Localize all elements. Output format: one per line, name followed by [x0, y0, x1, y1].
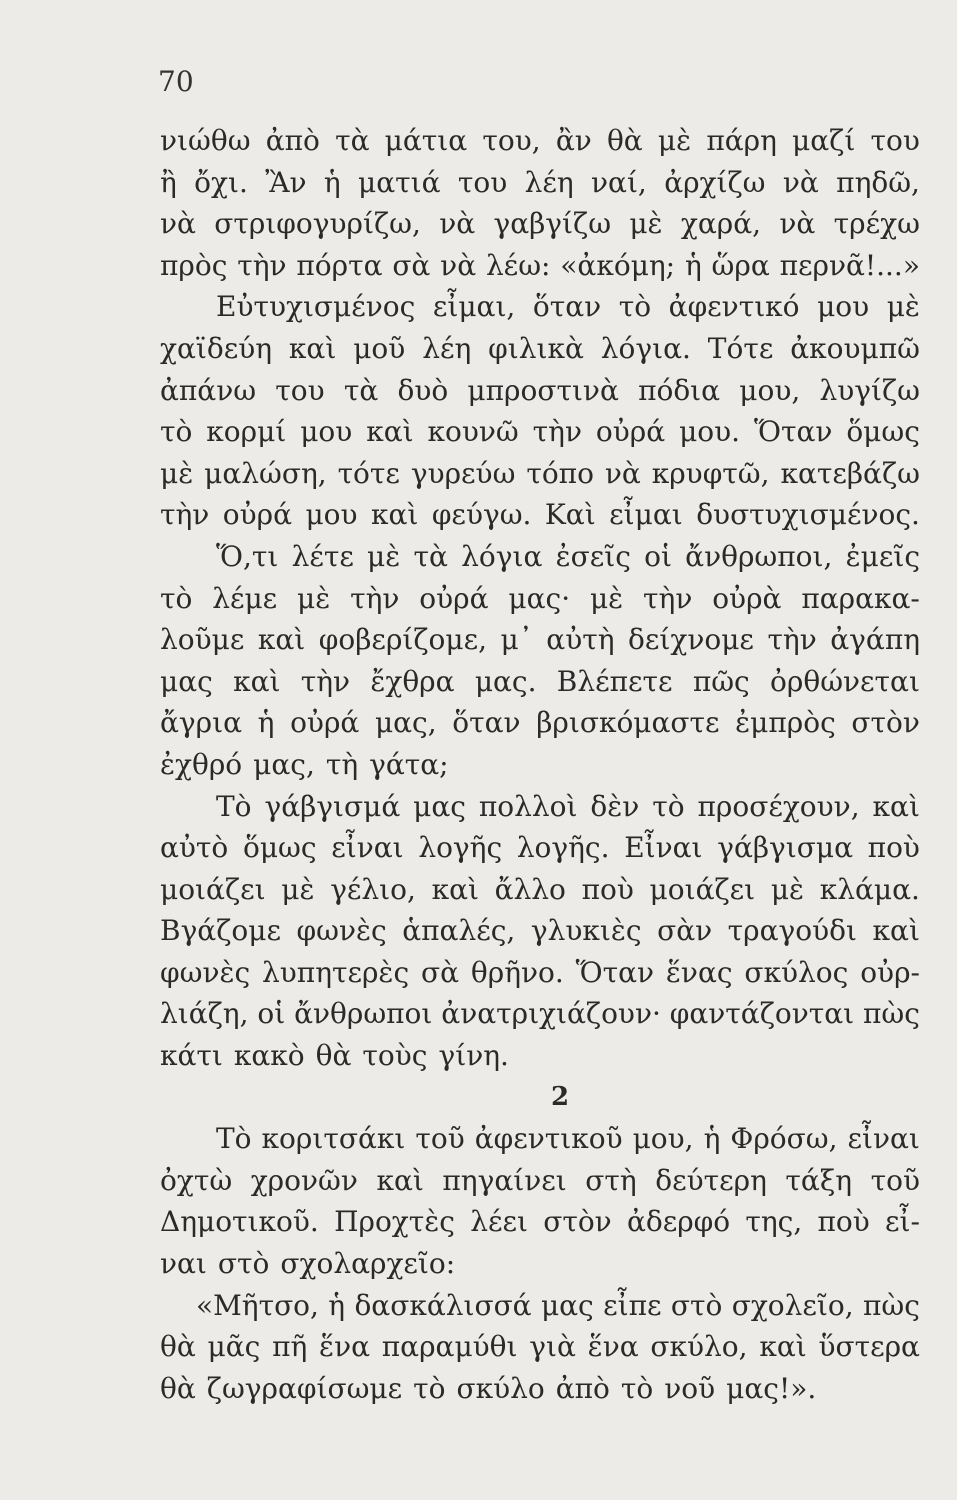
text-line: «Μῆτσο, ἡ δασκάλισσά μας εἶπε στὸ σχολεῖο, πὼς [196, 1288, 920, 1322]
section-number: 2 [550, 1081, 570, 1112]
text-line: μὲ μαλώση, τότε γυρεύω τόπο νὰ κρυφτῶ, κατεβάζω [160, 456, 920, 490]
text-line: ἄγρια ἡ οὐρά μας, ὅταν βρισκόμαστε ἐμπρὸς στὸν [160, 706, 920, 740]
text-line: ναι στὸ σχολαρχεῖο: [160, 1247, 456, 1281]
text-line: τὸ κορμί μου καὶ κουνῶ τὴν οὐρά μου. Ὅταν ὅμως [160, 415, 920, 449]
text-line: φωνὲς λυπητερὲς σὰ θρῆνο. Ὅταν ἕνας σκύλος οὐρ- [160, 955, 920, 989]
text-line: ἀπάνω του τὰ δυὸ μπροστινὰ πόδια μου, λυγίζω [160, 373, 920, 407]
text-line: τὴν οὐρά μου καὶ φεύγω. Καὶ εἶμαι δυστυχισμένος. [160, 498, 920, 532]
text-line: Τὸ γάβγισμά μας πολλοὶ δὲν τὸ προσέχουν, καὶ [216, 789, 920, 823]
text-line: χαϊδεύη καὶ μοῦ λέη φιλικὰ λόγια. Τότε ἀκουμπῶ [160, 331, 920, 365]
text-line: Τὸ κοριτσάκι τοῦ ἀφεντικοῦ μου, ἡ Φρόσω, εἶναι [216, 1122, 920, 1156]
text-line: θὰ ζωγραφίσωμε τὸ σκύλο ἀπὸ τὸ νοῦ μας!». [160, 1371, 817, 1405]
text-line: Δημοτικοῦ. Προχτὲς λέει στὸν ἀδερφό της, ποὺ εἶ- [160, 1205, 920, 1239]
text-line: μοιάζει μὲ γέλιο, καὶ ἄλλο ποὺ μοιάζει μὲ κλάμα. [160, 872, 920, 906]
text-line: λιάζη, οἱ ἄνθρωποι ἀνατριχιάζουν· φαντάζονται πὼς [160, 997, 920, 1031]
text-line: ὀχτὼ χρονῶν καὶ πηγαίνει στὴ δεύτερη τάξη τοῦ [160, 1163, 920, 1197]
text-line: ἢ ὄχι. Ἂν ἡ ματιά του λέη ναί, ἀρχίζω νὰ πηδῶ, [160, 165, 920, 199]
body-text [160, 120, 920, 1409]
text-line: Βγάζομε φωνὲς ἁπαλές, γλυκιὲς σὰν τραγούδι καὶ [160, 914, 920, 948]
text-line: μας καὶ τὴν ἔχθρα μας. Βλέπετε πῶς ὀρθώνεται [160, 664, 920, 698]
text-line: τὸ λέμε μὲ τὴν οὐρά μας· μὲ τὴν οὐρὰ παρακα- [160, 581, 920, 615]
text-line: νὰ στριφογυρίζω, νὰ γαβγίζω μὲ χαρά, νὰ τρέχω [160, 207, 920, 241]
text-line: Εὐτυχισμένος εἶμαι, ὅταν τὸ ἀφεντικό μου μὲ [216, 290, 920, 324]
text-line: κάτι κακὸ θὰ τοὺς γίνη. [160, 1039, 509, 1073]
page-number: 70 [158, 65, 194, 98]
text-line: νιώθω ἀπὸ τὰ μάτια του, ἂν θὰ μὲ πάρη μαζί του [160, 124, 920, 157]
text-line: πρὸς τὴν πόρτα σὰ νὰ λέω: «ἀκόμη; ἡ ὥρα περνᾶ!...» [160, 248, 920, 282]
text-line: λοῦμε καὶ φοβερίζομε, μ᾽ αὐτὴ δείχνομε τὴν ἀγάπη [160, 623, 920, 657]
text-line: θὰ μᾶς πῆ ἕνα παραμύθι γιὰ ἕνα σκύλο, καὶ ὕστερα [160, 1330, 920, 1364]
text-line: ἐχθρό μας, τὴ γάτα; [160, 747, 449, 781]
text-line: Ὅ,τι λέτε μὲ τὰ λόγια ἐσεῖς οἱ ἄνθρωποι, ἐμεῖς [216, 539, 920, 573]
text-line: αὐτὸ ὅμως εἶναι λογῆς λογῆς. Εἶναι γάβγισμα ποὺ [160, 831, 920, 865]
